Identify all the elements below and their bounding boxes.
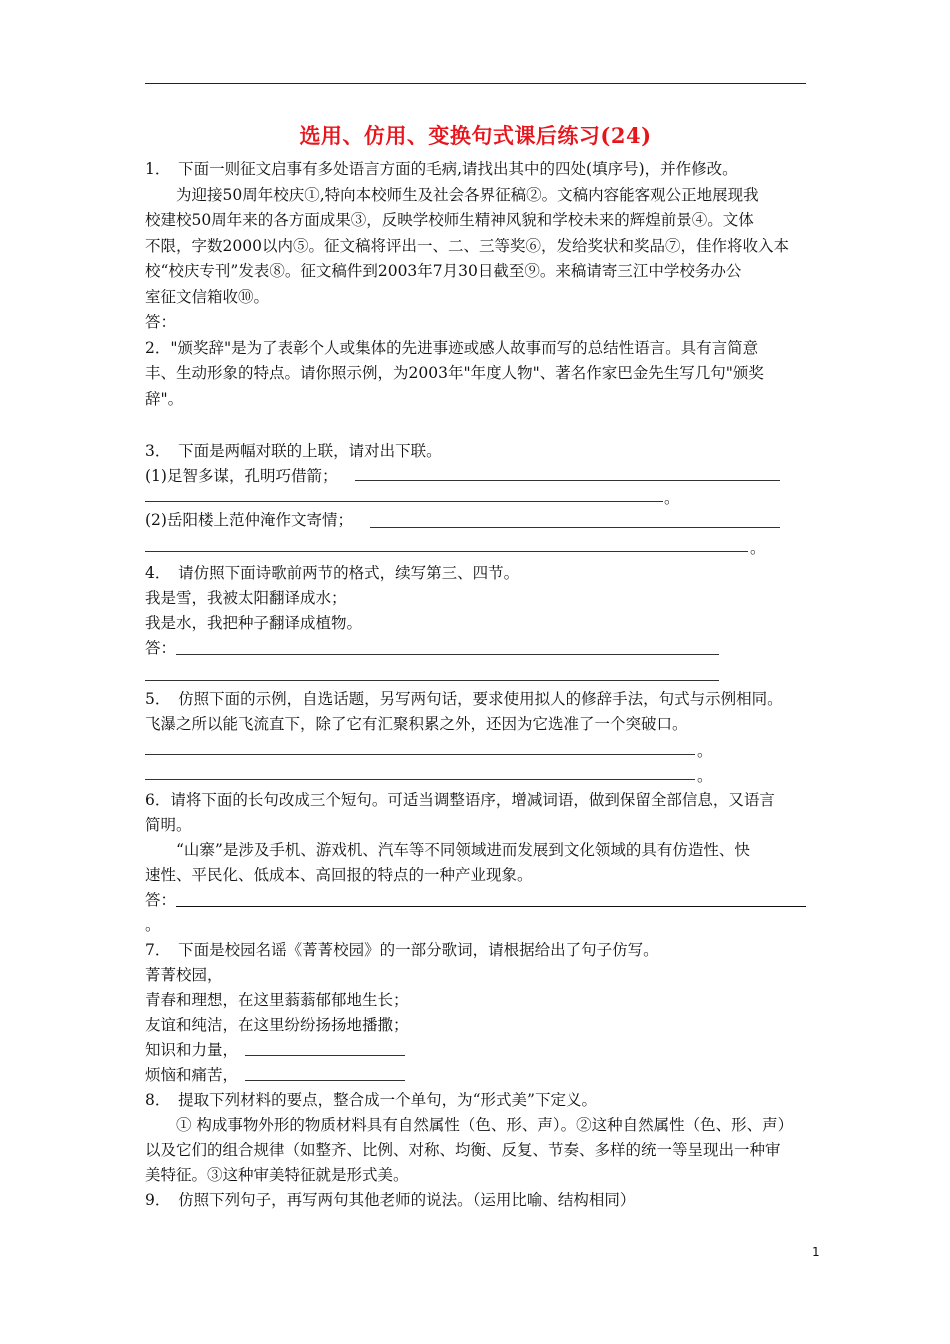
- q6-text-line: 6．请将下面的长句改成三个短句。可适当调整语序，增减词语，做到保留全部信息，又语言: [145, 791, 775, 809]
- q1-answer-label: 答：: [145, 313, 177, 331]
- q3-answer-blank-1[interactable]: [355, 480, 780, 481]
- q5-example: 飞瀑之所以能飞流直下，除了它有汇聚积累之外，还因为它选准了一个突破口。: [145, 715, 688, 733]
- q7-prompt: 7． 下面是校园名谣《菁菁校园》的一部分歌词，请根据给出了句子仿写。: [145, 941, 659, 959]
- q8-material-line: ① 构成事物外形的物质材料具有自然属性（色、形、声）。②这种自然属性（色、形、声）: [176, 1116, 794, 1134]
- q1-text-line: 为迎接50周年校庆①,特向本校师生及社会各界征稿②。文稿内容能客观公正地展现我: [176, 186, 759, 204]
- q8-material-line: 美特征。③这种审美特征就是形式美。: [145, 1166, 409, 1184]
- q3-answer-blank-2[interactable]: [370, 527, 780, 528]
- q7-answer-blank[interactable]: [245, 1080, 405, 1081]
- q6-material-line: 速性、平民化、低成本、高回报的特点的一种产业现象。: [145, 866, 533, 884]
- q5-period: 。: [697, 742, 713, 760]
- q4-answer-blank[interactable]: [176, 654, 719, 655]
- q3-period: 。: [750, 539, 766, 557]
- q2-text-line: 2．"颁奖辞"是为了表彰个人或集体的先进事迹或感人故事而写的总结性语言。具有言简意: [145, 339, 759, 357]
- q1-prompt: 1． 下面一则征文启事有多处语言方面的毛病,请找出其中的四处(填序号)，并作修改。: [145, 160, 738, 178]
- q2-text-line: 丰、生动形象的特点。请你照示例，为2003年"年度人物"、著名作家巴金先生写几句"颁奖: [145, 364, 764, 382]
- q8-prompt: 8． 提取下列材料的要点，整合成一个单句，为“形式美”下定义。: [145, 1091, 597, 1109]
- page-title: 选用、仿用、变换句式课后练习(24): [299, 123, 652, 148]
- q7-lyric-line: 菁菁校园，: [145, 966, 223, 984]
- q7-answer-blank[interactable]: [245, 1055, 405, 1056]
- q2-text-line: 辞"。: [145, 390, 184, 408]
- q3-period: 。: [664, 489, 680, 507]
- page-number: 1: [812, 1245, 820, 1259]
- q4-prompt: 4． 请仿照下面诗歌前两节的格式，续写第三、四节。: [145, 564, 520, 582]
- q7-lyric-line: 青春和理想，在这里蓊蓊郁郁地生长；: [145, 991, 409, 1009]
- q3-prompt: 3． 下面是两幅对联的上联，请对出下联。: [145, 442, 442, 460]
- q7-lyric-line: 烦恼和痛苦，: [145, 1066, 239, 1084]
- q3-answer-blank-1b[interactable]: [145, 501, 663, 502]
- q6-answer-blank[interactable]: [176, 906, 806, 907]
- q5-answer-blank[interactable]: [145, 779, 695, 780]
- q4-poem-line: 我是水，我把种子翻译成植物。: [145, 614, 363, 632]
- q3-couplet-1: (1)足智多谋，孔明巧借箭；: [145, 467, 338, 485]
- q4-answer-label: 答：: [145, 639, 177, 657]
- q5-prompt: 5． 仿照下面的示例，自选话题，另写两句话，要求使用拟人的修辞手法，句式与示例相同。: [145, 690, 783, 708]
- q6-text-line: 简明。: [145, 816, 192, 834]
- q9-prompt: 9． 仿照下列句子，再写两句其他老师的说法。（运用比喻、结构相同）: [145, 1191, 636, 1209]
- q1-text-line: 校“校庆专刊”发表⑧。征文稿件到2003年7月30日截至⑨。来稿请寄三江中学校务办公: [145, 262, 742, 280]
- q4-poem-line: 我是雪，我被太阳翻译成水；: [145, 589, 347, 607]
- q8-material-line: 以及它们的组合规律（如整齐、比例、对称、均衡、反复、节奏、多样的统一等呈现出一种审: [145, 1141, 781, 1159]
- q3-couplet-2: (2)岳阳楼上范仲淹作文寄情；: [145, 511, 353, 529]
- q6-answer-label: 答：: [145, 891, 177, 909]
- q1-text-line: 不限，字数2000以内⑤。征文稿将评出一、二、三等奖⑥，发给奖状和奖品⑦，佳作将收入本: [145, 237, 789, 255]
- q5-answer-blank[interactable]: [145, 754, 695, 755]
- q1-text-line: 校建校50周年来的各方面成果③，反映学校师生精神风貌和学校未来的辉煌前景④。文体: [145, 211, 754, 229]
- q6-period: 。: [145, 916, 161, 934]
- q3-answer-blank-2b[interactable]: [145, 551, 748, 552]
- q1-text-line: 室征文信箱收⑩。: [145, 288, 270, 306]
- q5-period: 。: [697, 767, 713, 785]
- q4-answer-blank[interactable]: [145, 680, 719, 681]
- q7-lyric-line: 知识和力量，: [145, 1041, 239, 1059]
- q7-lyric-line: 友谊和纯洁，在这里纷纷扬扬地播撒；: [145, 1016, 409, 1034]
- header-rule: [145, 83, 806, 84]
- q6-material-line: “山寨”是涉及手机、游戏机、汽车等不同领域进而发展到文化领域的具有仿造性、快: [176, 841, 750, 859]
